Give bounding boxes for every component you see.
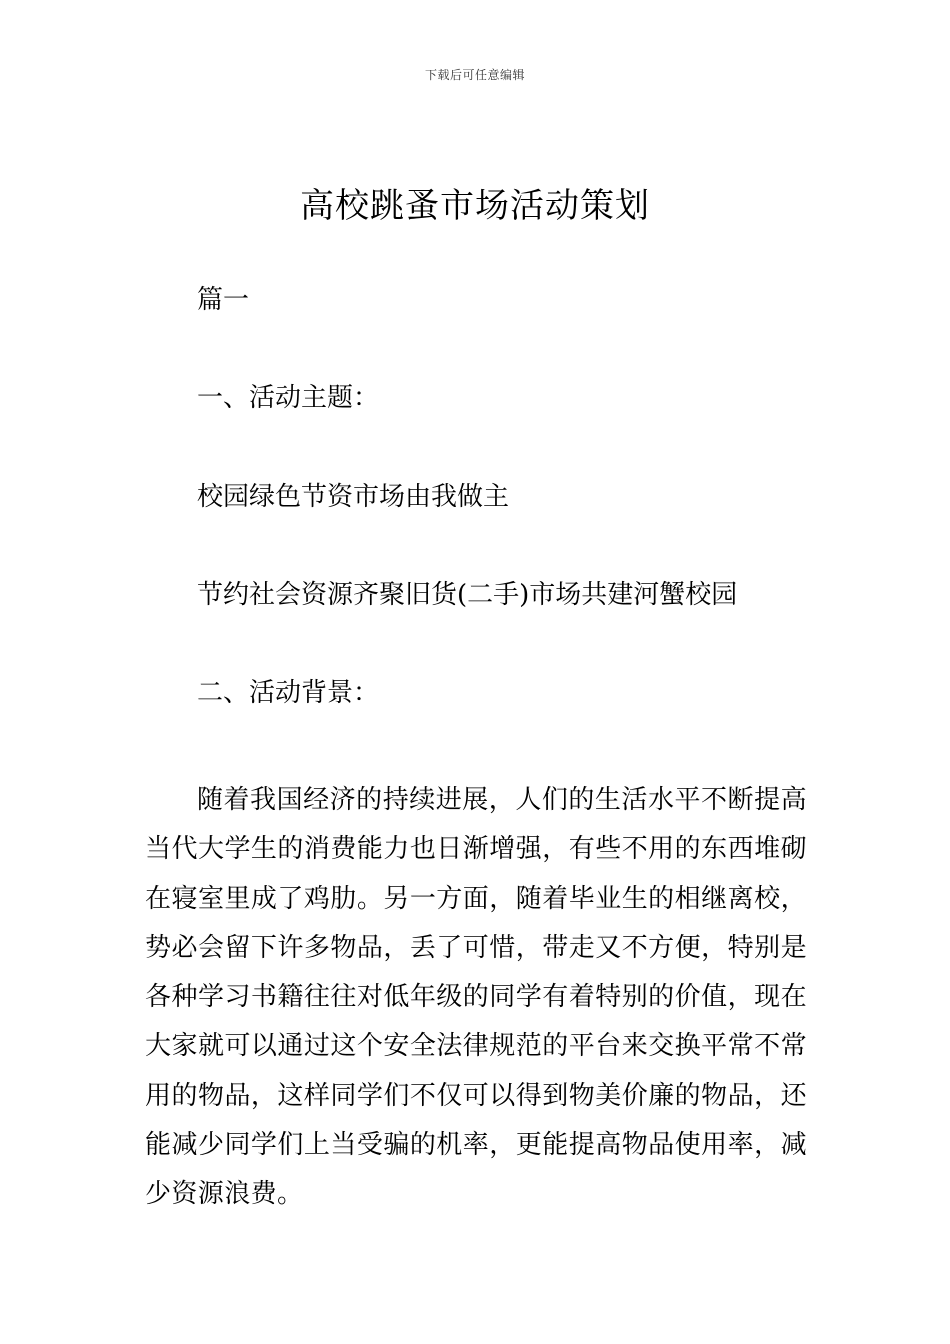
theme-line-1: 校园绿色节资市场由我做主 [197, 482, 510, 512]
header-note: 下载后可任意编辑 [424, 68, 525, 82]
document-title: 高校跳蚤市场活动策划 [300, 186, 650, 226]
theme-line-2: 节约社会资源齐聚旧货(二手)市场共建河蟹校园 [197, 580, 738, 610]
section-label: 篇一 [197, 285, 250, 315]
background-paragraph: 随着我国经济的持续进展，人们的生活水平不断提高当代大学生的消费能力也日渐增强，有些不用的东西堆砌在寝室里成了鸡肋。另一方面，随着毕业生的相继离校，势必会留下许多物品，丢了可惜，带走又不方便，特别是各种学习书籍往往对低年级的同学有着特别的价值，现在大家就可以通过这个安全法律规范的平台来交换平常不常用的物品，这样同学们不仅可以得到物美价廉的物品，还能减少同学们上当受骗的机率，更能提高物品使用率，减少资源浪费。 [145, 785, 807, 1210]
heading-activity-background: 二、活动背景： [197, 678, 380, 708]
heading-activity-theme: 一、活动主题： [197, 383, 380, 413]
